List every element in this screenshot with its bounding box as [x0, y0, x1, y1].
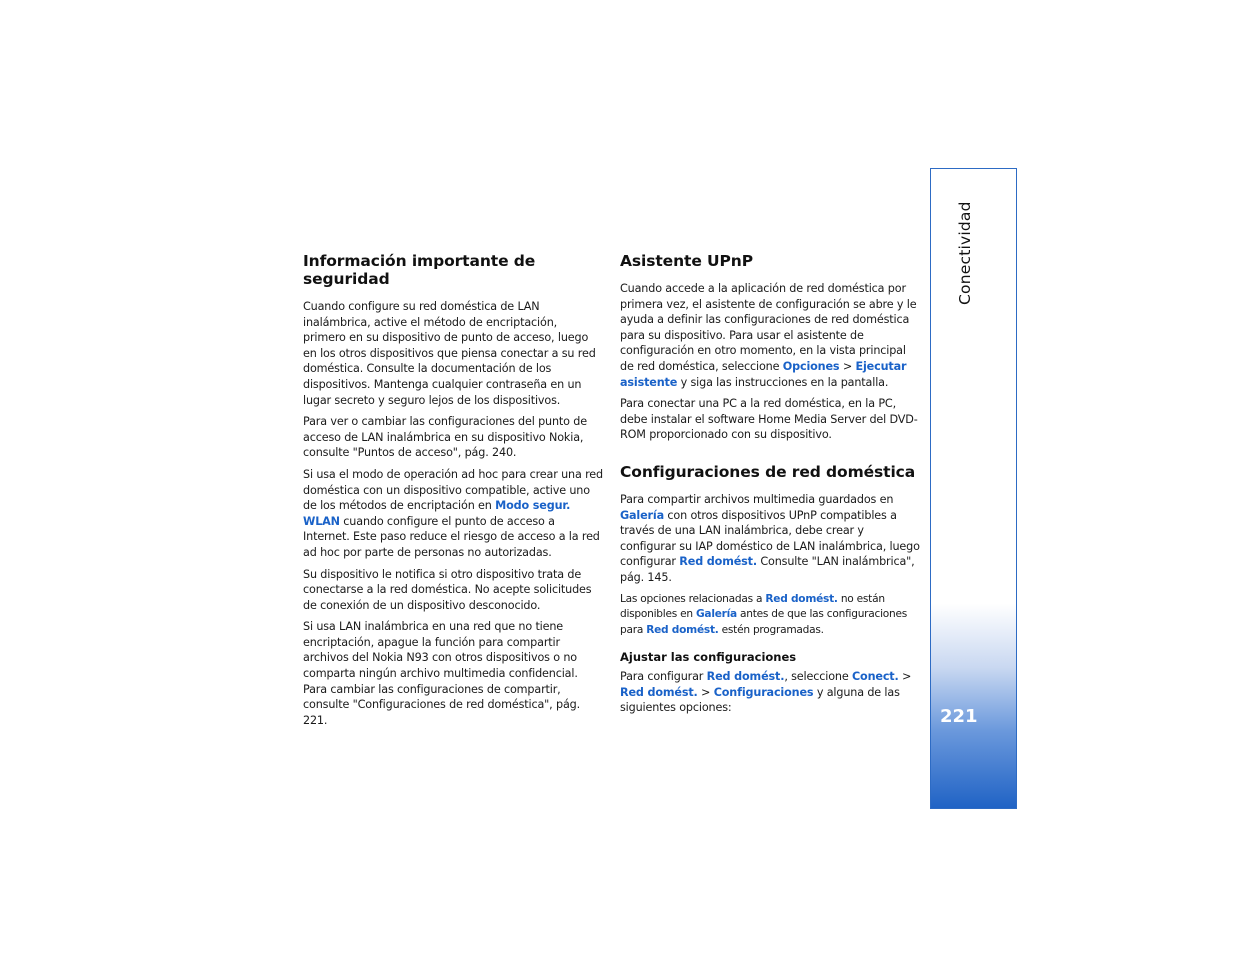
right-column [620, 252, 920, 722]
home-network-link[interactable]: Red domést. [706, 670, 785, 684]
upnp-paragraph-1: Cuando accede a la aplicación de red doméstica por primera vez, el asistente de configuración se abre y le ayuda a definir las configuraciones de red doméstica para su dispositivo. Para usar el asistente de configuración en otro momento, en la vista principal de red doméstica, seleccione Opciones > Ejecutar asistente y siga las instrucciones en la pantalla. [620, 282, 917, 389]
safety-paragraph-2: Para ver o cambiar las configuraciones del punto de acceso de LAN inalámbrica en su dispositivo Nokia, consulte "Puntos de acceso", pág. 240. [303, 415, 587, 460]
safety-paragraph-5: Si usa LAN inalámbrica en una red que no tiene encriptación, apague la función para compartir archivos del Nokia N93 con otros dispositivos o no comparta ningún archivo multimedia confidencial. Para cambiar las configuraciones de compartir, consulte "Configuraciones de red doméstica", pág. 221. [303, 620, 581, 727]
safety-heading: Información importante de seguridad [303, 252, 536, 288]
safety-paragraph-4: Su dispositivo le notifica si otro dispositivo trata de conectarse a la red doméstica. No acepte solicitudes de conexión de un dispositivo desconocido. [303, 567, 592, 612]
run-wizard-link[interactable]: Ejecutar asistente [620, 359, 907, 389]
chapter-title: Conectividad [956, 201, 974, 305]
left-column [303, 252, 603, 734]
gallery-link[interactable]: Galería [620, 508, 665, 522]
settings-paragraph-3: Para configurar Red domést., seleccione Conect. > Red domést. > Configuraciones y alguna de las siguientes opciones: [620, 670, 912, 715]
wlan-security-mode-link[interactable]: Modo segur. WLAN [303, 499, 571, 528]
safety-paragraph-3: Si usa el modo de operación ad hoc para crear una red doméstica con un dispositivo compatible, active uno de los métodos de encriptación en Modo segur. WLAN cuando configure el punto de acceso a Internet. Este paso reduce el riesgo de acceso a la red ad hoc por parte de personas no autorizadas. [303, 467, 603, 559]
page-number: 221 [940, 706, 978, 727]
upnp-paragraph-2: Para conectar una PC a la red doméstica, en la PC, debe instalar el software Home Media Server del DVD-ROM proporcionado con su dispositivo. [620, 397, 918, 442]
home-network-link[interactable]: Red domést. [679, 555, 757, 569]
home-network-settings-heading: Configuraciones de red doméstica [620, 462, 916, 481]
settings-paragraph-2: Las opciones relacionadas a Red domést. no están disponibles en Galería antes de que las configuraciones para Red domést. estén programadas. [620, 592, 908, 636]
home-network-link[interactable]: Red domést. [646, 623, 719, 636]
home-network-link[interactable]: Red domést. [765, 592, 838, 605]
connect-link[interactable]: Conect. [851, 670, 899, 684]
settings-paragraph-1: Para compartir archivos multimedia guardados en Galería con otros dispositivos UPnP compatibles a través de una LAN inalámbrica, debe crear y configurar su IAP doméstico de LAN inalámbrica, luego configurar Red domést. Consulte "LAN inalámbrica", pág. 145. [620, 492, 920, 584]
upnp-wizard-heading: Asistente UPnP [620, 252, 753, 270]
gallery-link[interactable]: Galería [695, 608, 737, 621]
adjust-settings-subheading: Ajustar las configuraciones [620, 650, 797, 665]
options-link[interactable]: Opciones [782, 359, 840, 373]
home-network-link[interactable]: Red domést. [620, 685, 698, 699]
settings-link[interactable]: Configuraciones [713, 685, 814, 699]
safety-paragraph-1: Cuando configure su red doméstica de LAN inalámbrica, active el método de encriptación, primero en su dispositivo de punto de acceso, luego en los otros dispositivos que piensa conectar a su red doméstica. Consulte la documentación de los dispositivos. Mantenga cualquier contraseña en un lugar secreto y seguro lejos de los dispositivos. [303, 300, 596, 407]
